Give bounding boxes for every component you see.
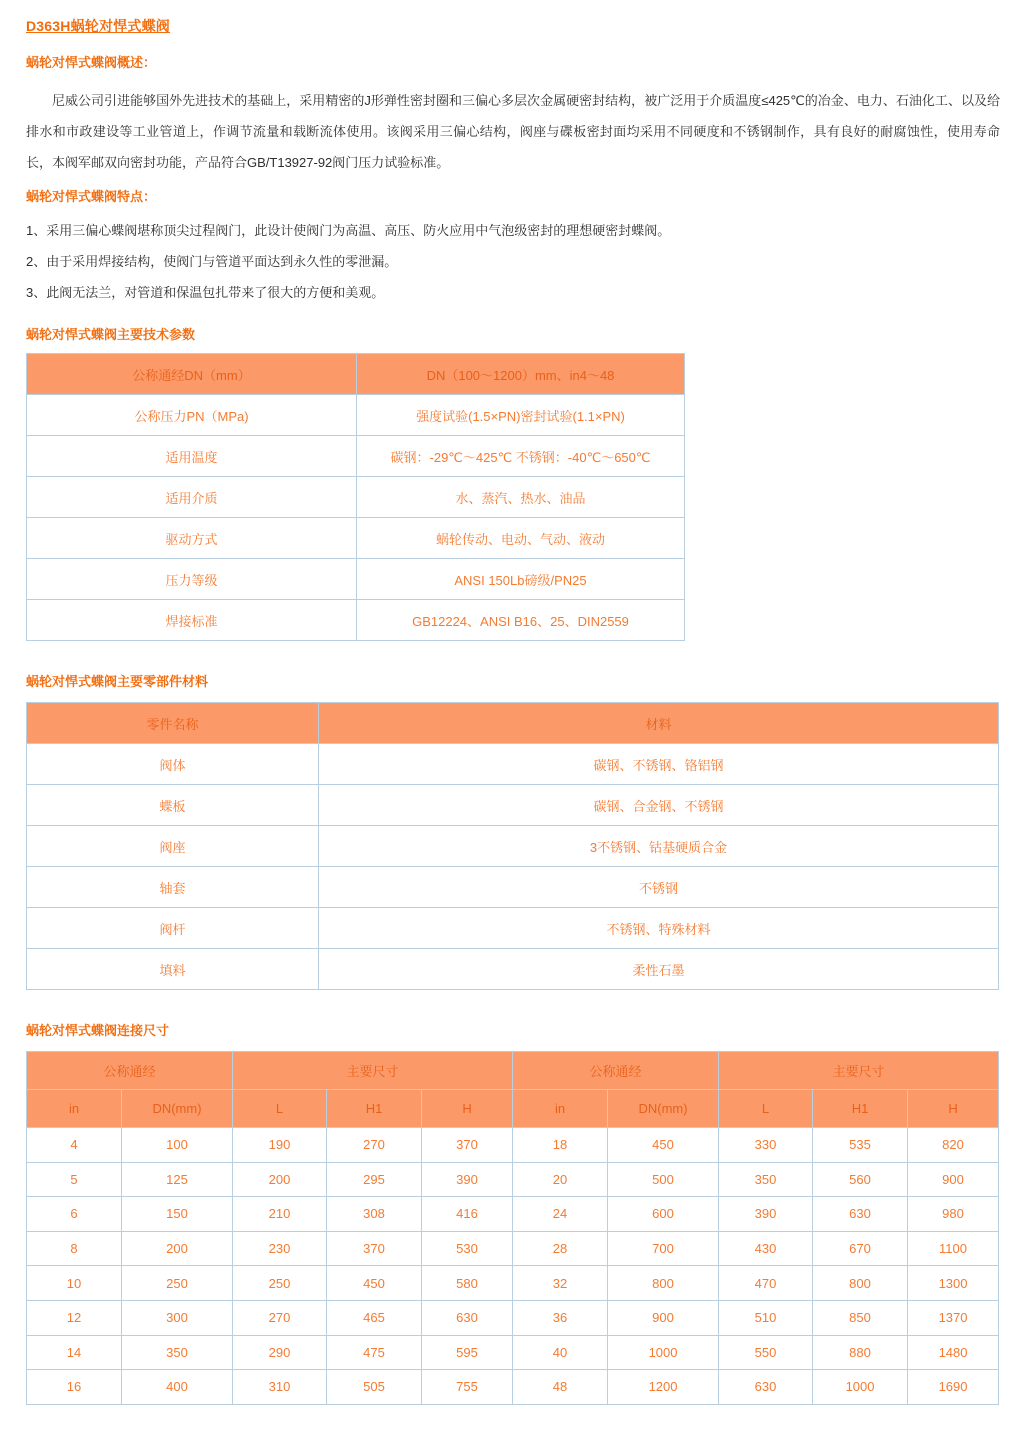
dim-cell: 350: [122, 1335, 233, 1370]
dim-cell: 1370: [908, 1300, 999, 1335]
dim-cell: 125: [122, 1162, 233, 1197]
dim-cell: 600: [608, 1197, 719, 1232]
table-header-row: [27, 1090, 999, 1128]
material-cell: 不锈钢: [319, 867, 999, 908]
dim-cell: 580: [422, 1266, 513, 1301]
dim-cell: 18: [513, 1128, 608, 1163]
dim-cell: 1100: [908, 1231, 999, 1266]
material-cell: 柔性石墨: [319, 949, 999, 990]
dim-cell: 350: [719, 1162, 813, 1197]
dim-cell: 8: [27, 1231, 122, 1266]
dim-cell: 390: [719, 1197, 813, 1232]
material-cell: 不锈钢、特殊材料: [319, 908, 999, 949]
spec-table-caption: 蜗轮对悍式蝶阀主要技术参数: [26, 327, 196, 342]
table-row: [27, 1300, 999, 1335]
table-row: [27, 559, 685, 600]
dim-cell: 14: [27, 1335, 122, 1370]
dim-cell: 390: [422, 1162, 513, 1197]
spec-table: [26, 353, 685, 641]
features-list: [26, 215, 1000, 308]
dim-cell: 150: [122, 1197, 233, 1232]
spec-label-cell: 适用温度: [27, 436, 357, 477]
part-name-cell: 轴套: [27, 867, 319, 908]
overview-heading: 蜗轮对悍式蝶阀概述：: [26, 55, 157, 70]
dim-cell: 1480: [908, 1335, 999, 1370]
dim-cell: 630: [813, 1197, 908, 1232]
part-name-cell: 阀体: [27, 744, 319, 785]
table-row: [27, 826, 999, 867]
dim-cell: 800: [813, 1266, 908, 1301]
dim-cell: 880: [813, 1335, 908, 1370]
dim-cell: 40: [513, 1335, 608, 1370]
dim-cell: 1000: [813, 1370, 908, 1405]
dim-cell: 900: [608, 1300, 719, 1335]
dim-cell: 560: [813, 1162, 908, 1197]
dim-cell: 200: [122, 1231, 233, 1266]
part-name-cell: 蝶板: [27, 785, 319, 826]
dim-cell: 16: [27, 1370, 122, 1405]
table-row: [27, 1370, 999, 1405]
dim-cell: 700: [608, 1231, 719, 1266]
dim-cell: 230: [233, 1231, 327, 1266]
column-header-l-left: L: [233, 1090, 327, 1128]
dim-cell: 430: [719, 1231, 813, 1266]
dim-cell: 5: [27, 1162, 122, 1197]
dim-cell: 370: [422, 1128, 513, 1163]
dim-cell: 290: [233, 1335, 327, 1370]
dim-cell: 1200: [608, 1370, 719, 1405]
material-table: [26, 702, 999, 990]
column-header-material: 材料: [319, 703, 999, 744]
dim-cell: 820: [908, 1128, 999, 1163]
table-row: [27, 518, 685, 559]
table-row: [27, 1266, 999, 1301]
dim-cell: 980: [908, 1197, 999, 1232]
dim-cell: 505: [327, 1370, 422, 1405]
spec-label-cell: 适用介质: [27, 477, 357, 518]
table-row: [27, 744, 999, 785]
dim-cell: 10: [27, 1266, 122, 1301]
column-header-in-left: in: [27, 1090, 122, 1128]
dim-cell: 295: [327, 1162, 422, 1197]
spec-value-cell: 碳钢：-29℃～425℃ 不锈钢：-40℃～650℃: [357, 436, 685, 477]
dim-cell: 12: [27, 1300, 122, 1335]
dim-cell: 465: [327, 1300, 422, 1335]
dim-cell: 330: [719, 1128, 813, 1163]
group-header-main-dimensions-left: 主要尺寸: [233, 1052, 513, 1090]
part-name-cell: 填料: [27, 949, 319, 990]
dim-cell: 755: [422, 1370, 513, 1405]
list-item: 1、采用三偏心蝶阀堪称顶尖过程阀门，此设计使阀门为高温、高压、防火应用中气泡级密封的理想硬密封蝶阀。: [26, 223, 671, 238]
material-table-caption: 蜗轮对悍式蝶阀主要零部件材料: [26, 674, 209, 689]
list-item: 2、由于采用焊接结构，使阀门与管道平面达到永久性的零泄漏。: [26, 254, 398, 269]
features-heading: 蜗轮对悍式蝶阀特点：: [26, 189, 157, 204]
table-group-header-row: [27, 1052, 999, 1090]
table-row: [27, 1231, 999, 1266]
table-row: [27, 1197, 999, 1232]
table-row: [27, 436, 685, 477]
group-header-nominal-bore-left: 公称通经: [27, 1052, 233, 1090]
page-title: D363H蜗轮对悍式蝶阀: [26, 18, 170, 34]
table-row: [27, 949, 999, 990]
table-row: [27, 1162, 999, 1197]
spec-value-cell: 水、蒸汽、热水、油品: [357, 477, 685, 518]
column-header-h-right: H: [908, 1090, 999, 1128]
dim-cell: 1300: [908, 1266, 999, 1301]
material-cell: 碳钢、合金钢、不锈钢: [319, 785, 999, 826]
spec-value-cell: 蜗轮传动、电动、气动、液动: [357, 518, 685, 559]
group-header-main-dimensions-right: 主要尺寸: [719, 1052, 999, 1090]
overview-paragraph: 尼威公司引进能够国外先进技术的基础上，采用精密的J形弹性密封圈和三偏心多层次金属硬密封结构，被广泛用于介质温度≤425℃的冶金、电力、石油化工、以及给排水和市政建设等工业管道上，作调节流量和载断流体使用。该阀采用三偏心结构，阀座与碟板密封面均采用不同硬度和不锈钢制作，具有良好的耐腐蚀性，使用寿命长，本阀军邮双向密封功能，产品符合GB/T13927-92阀门压力试验标准。: [26, 93, 1000, 170]
dim-cell: 36: [513, 1300, 608, 1335]
dim-cell: 24: [513, 1197, 608, 1232]
column-header-h-left: H: [422, 1090, 513, 1128]
column-header-dn-right: DN(mm): [608, 1090, 719, 1128]
dimension-table: [26, 1051, 999, 1405]
table-row: [27, 354, 685, 395]
dim-cell: 630: [719, 1370, 813, 1405]
dim-cell: 900: [908, 1162, 999, 1197]
spec-label-cell: 驱动方式: [27, 518, 357, 559]
dim-cell: 190: [233, 1128, 327, 1163]
material-cell: 碳钢、不锈钢、铬铝钢: [319, 744, 999, 785]
dim-cell: 630: [422, 1300, 513, 1335]
dim-cell: 510: [719, 1300, 813, 1335]
list-item: 3、此阀无法兰，对管道和保温包扎带来了很大的方便和美观。: [26, 285, 385, 300]
dim-cell: 20: [513, 1162, 608, 1197]
dim-cell: 308: [327, 1197, 422, 1232]
dim-cell: 250: [122, 1266, 233, 1301]
part-name-cell: 阀座: [27, 826, 319, 867]
spec-value-cell: ANSI 150Lb磅级/PN25: [357, 559, 685, 600]
column-header-h1-left: H1: [327, 1090, 422, 1128]
dim-cell: 370: [327, 1231, 422, 1266]
dim-cell: 250: [233, 1266, 327, 1301]
dim-cell: 670: [813, 1231, 908, 1266]
dim-cell: 200: [233, 1162, 327, 1197]
table-row: [27, 600, 685, 641]
material-cell: 3不锈钢、钴基硬质合金: [319, 826, 999, 867]
dim-cell: 800: [608, 1266, 719, 1301]
group-header-nominal-bore-right: 公称通经: [513, 1052, 719, 1090]
dim-cell: 310: [233, 1370, 327, 1405]
column-header-in-right: in: [513, 1090, 608, 1128]
spec-value-cell: 强度试验(1.5×PN)密封试验(1.1×PN): [357, 395, 685, 436]
dim-cell: 550: [719, 1335, 813, 1370]
table-header-row: [27, 703, 999, 744]
dim-cell: 6: [27, 1197, 122, 1232]
dim-cell: 470: [719, 1266, 813, 1301]
dim-cell: 32: [513, 1266, 608, 1301]
dim-cell: 500: [608, 1162, 719, 1197]
dim-cell: 4: [27, 1128, 122, 1163]
dim-cell: 475: [327, 1335, 422, 1370]
dim-cell: 450: [608, 1128, 719, 1163]
dim-cell: 530: [422, 1231, 513, 1266]
dim-cell: 270: [327, 1128, 422, 1163]
column-header-dn-left: DN(mm): [122, 1090, 233, 1128]
dim-cell: 100: [122, 1128, 233, 1163]
dim-cell: 1000: [608, 1335, 719, 1370]
dim-cell: 48: [513, 1370, 608, 1405]
spec-label-cell: 公称压力PN（MPa): [27, 395, 357, 436]
spec-value-cell: GB12224、ANSI B16、25、DIN2559: [357, 600, 685, 641]
dim-cell: 595: [422, 1335, 513, 1370]
part-name-cell: 阀杆: [27, 908, 319, 949]
dim-cell: 450: [327, 1266, 422, 1301]
table-row: [27, 477, 685, 518]
column-header-l-right: L: [719, 1090, 813, 1128]
dim-cell: 416: [422, 1197, 513, 1232]
spec-label-cell: 焊接标准: [27, 600, 357, 641]
spec-value-cell: DN（100～1200）mm、in4～48: [357, 354, 685, 395]
table-row: [27, 785, 999, 826]
table-row: [27, 1128, 999, 1163]
dim-cell: 270: [233, 1300, 327, 1335]
table-row: [27, 908, 999, 949]
dim-cell: 1690: [908, 1370, 999, 1405]
column-header-h1-right: H1: [813, 1090, 908, 1128]
dim-cell: 400: [122, 1370, 233, 1405]
table-row: [27, 1335, 999, 1370]
spec-label-cell: 压力等级: [27, 559, 357, 600]
dimension-table-caption: 蜗轮对悍式蝶阀连接尺寸: [26, 1023, 170, 1038]
table-row: [27, 867, 999, 908]
dim-cell: 535: [813, 1128, 908, 1163]
dim-cell: 28: [513, 1231, 608, 1266]
dim-cell: 300: [122, 1300, 233, 1335]
dim-cell: 850: [813, 1300, 908, 1335]
column-header-part-name: 零件名称: [27, 703, 319, 744]
spec-label-cell: 公称通经DN（mm）: [27, 354, 357, 395]
dim-cell: 210: [233, 1197, 327, 1232]
table-row: [27, 395, 685, 436]
